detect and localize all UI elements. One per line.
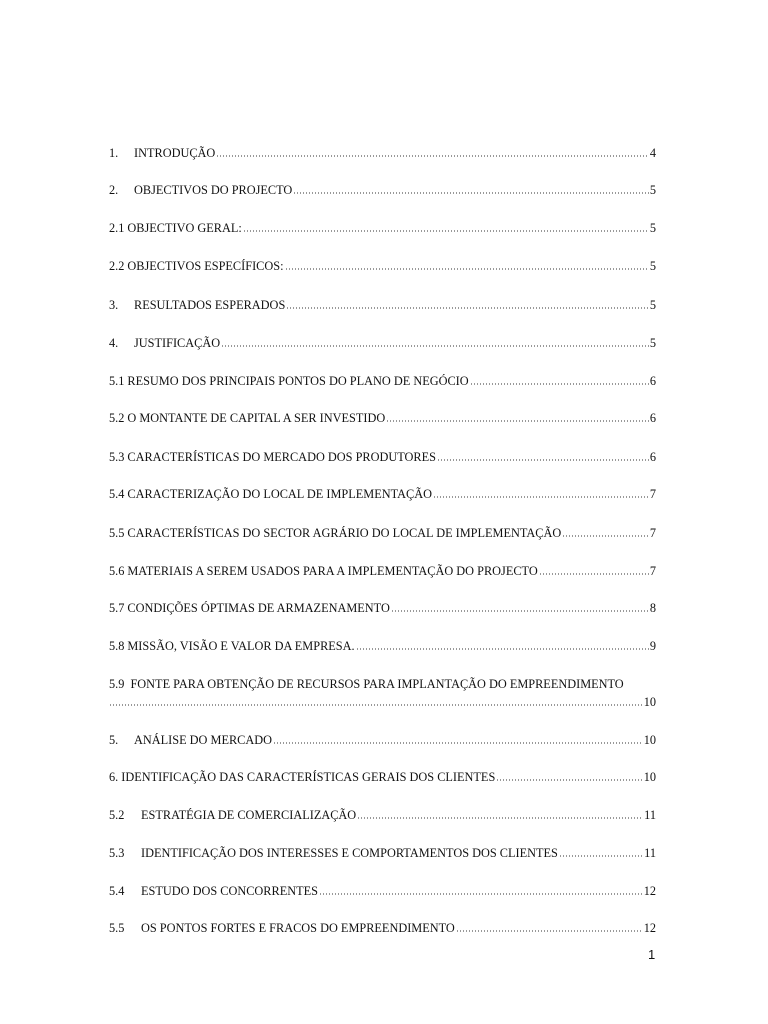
- toc-entry[interactable]: [109, 373, 656, 389]
- toc-entry[interactable]: [109, 486, 656, 502]
- toc-entry-page: 10: [643, 770, 656, 784]
- toc-entry-page: 6: [649, 374, 656, 388]
- toc-entry-number: 6.: [109, 770, 119, 784]
- toc-entry-number: 5.5: [109, 526, 125, 540]
- dot-leader: [293, 182, 649, 194]
- dot-leader: [319, 883, 643, 895]
- toc-entry[interactable]: [109, 732, 656, 748]
- toc-entry-page: 11: [644, 808, 656, 822]
- dot-leader: [286, 297, 649, 309]
- toc-entry[interactable]: [109, 563, 656, 579]
- toc-entry-title: ESTRATÉGIA DE COMERCIALIZAÇÃO: [141, 808, 357, 822]
- toc-entry-title: ESTUDO DOS CONCORRENTES: [141, 884, 318, 898]
- toc-entry-number: 4.: [109, 336, 119, 350]
- toc-entry[interactable]: [109, 845, 656, 861]
- toc-entry[interactable]: [109, 220, 656, 236]
- toc-entry-title: IDENTIFICAÇÃO DOS INTERESSES E COMPORTAMENTOS DOS CLIENTES: [141, 846, 558, 860]
- toc-entry-number: 2.2: [109, 259, 125, 273]
- toc-entry-page: 4: [649, 146, 656, 160]
- toc-entry[interactable]: [109, 600, 656, 616]
- toc-entry-number: 5.5: [109, 921, 125, 935]
- toc-entry-number: 2.1: [109, 221, 125, 235]
- toc-entry-page: 7: [649, 564, 656, 578]
- toc-entry-page: 6: [649, 411, 656, 425]
- dot-leader: [273, 732, 643, 744]
- dot-leader: [243, 220, 649, 232]
- toc-entry-number: 5.1: [109, 374, 125, 388]
- toc-entry-page: 10: [643, 695, 656, 709]
- toc-entry-page: 7: [649, 487, 656, 501]
- dot-leader: [437, 449, 649, 461]
- toc-entry-page: 5: [649, 336, 656, 350]
- toc-entry-title: CARACTERÍSTICAS DO SECTOR AGRÁRIO DO LOCAL DE IMPLEMENTAÇÃO: [127, 526, 562, 540]
- dot-leader: [391, 600, 649, 612]
- toc-entry-title: FONTE PARA OBTENÇÃO DE RECURSOS PARA IMPLANTAÇÃO DO EMPREENDIMENTO: [130, 677, 624, 691]
- toc-entry-page: 8: [649, 601, 656, 615]
- toc-entry[interactable]: [109, 297, 656, 313]
- toc-entry-page: 5: [649, 183, 656, 197]
- dot-leader: [562, 525, 649, 537]
- dot-leader: [433, 486, 649, 498]
- dot-leader: [539, 563, 649, 575]
- dot-leader: [357, 807, 643, 819]
- dot-leader: [456, 920, 643, 932]
- toc-entry-title: OBJECTIVO GERAL:: [127, 221, 242, 235]
- toc-entry-page: 11: [644, 846, 656, 860]
- toc-entry-title: RESUMO DOS PRINCIPAIS PONTOS DO PLANO DE NEGÓCIO: [127, 374, 469, 388]
- toc-entry-title: JUSTIFICAÇÃO: [134, 336, 221, 350]
- toc-entry-number: 5.3: [109, 450, 125, 464]
- toc-entry-title: CARACTERÍSTICAS DO MERCADO DOS PRODUTORES: [127, 450, 436, 464]
- dot-leader: [285, 258, 649, 270]
- toc-entry-page: 6: [649, 450, 656, 464]
- toc-entry-title: CARACTERIZAÇÃO DO LOCAL DE IMPLEMENTAÇÃO: [127, 487, 432, 501]
- toc-entry-page: 12: [643, 884, 656, 898]
- toc-entry-wrapped[interactable]: [109, 676, 656, 710]
- toc-entry[interactable]: [109, 449, 656, 465]
- toc-entry-number: 5.2: [109, 411, 125, 425]
- toc-entry-number: 5.6: [109, 564, 125, 578]
- toc-entry-title: ANÁLISE DO MERCADO: [134, 733, 272, 747]
- dot-leader: [386, 410, 649, 422]
- toc-entry-title: OS PONTOS FORTES E FRACOS DO EMPREENDIMENTO: [141, 921, 455, 935]
- toc-entry-page: 9: [649, 639, 656, 653]
- toc-entry-title: INTRODUÇÃO: [134, 146, 216, 160]
- dot-leader: [470, 373, 649, 385]
- toc-entry-title: RESULTADOS ESPERADOS: [134, 298, 286, 312]
- toc-entry-title: MATERIAIS A SEREM USADOS PARA A IMPLEMENTAÇÃO DO PROJECTO: [127, 564, 538, 578]
- toc-entry-title: MISSÃO, VISÃO E VALOR DA EMPRESA.: [127, 639, 355, 653]
- toc-entry[interactable]: [109, 335, 656, 351]
- dot-leader: [496, 769, 642, 781]
- toc-entry[interactable]: [109, 258, 656, 274]
- toc-entry-page: 10: [643, 733, 656, 747]
- toc-entry[interactable]: [109, 638, 656, 654]
- toc-entry[interactable]: [109, 769, 656, 785]
- toc-entry-number: 5.3: [109, 846, 125, 860]
- toc-entry-page: 5: [649, 298, 656, 312]
- toc-entry[interactable]: [109, 182, 656, 198]
- toc-entry-number: 5.7: [109, 601, 125, 615]
- dot-leader: [109, 694, 643, 706]
- toc-entry-page: 5: [649, 259, 656, 273]
- toc-entry-title: O MONTANTE DE CAPITAL A SER INVESTIDO: [127, 411, 386, 425]
- toc-entry[interactable]: [109, 920, 656, 936]
- toc-entry-title: CONDIÇÕES ÓPTIMAS DE ARMAZENAMENTO: [127, 601, 390, 615]
- toc-entry-page: 5: [649, 221, 656, 235]
- toc-entry[interactable]: [109, 807, 656, 823]
- toc-entry-number: 5.8: [109, 639, 125, 653]
- page-number: 1: [648, 947, 656, 962]
- toc-entry-number: 5.: [109, 733, 119, 747]
- toc-entry-title: IDENTIFICAÇÃO DAS CARACTERÍSTICAS GERAIS DOS CLIENTES: [121, 770, 496, 784]
- toc-entry-number: 5.4: [109, 884, 125, 898]
- toc-entry-title: OBJECTIVOS ESPECÍFICOS:: [127, 259, 284, 273]
- toc-entry[interactable]: [109, 525, 656, 541]
- dot-leader: [216, 145, 649, 157]
- toc-entry-number: 2.: [109, 183, 119, 197]
- toc-entry-title: OBJECTIVOS DO PROJECTO: [134, 183, 293, 197]
- toc-entry-page: 7: [649, 526, 656, 540]
- toc-entry-page: 12: [643, 921, 656, 935]
- toc-entry-number: 1.: [109, 146, 119, 160]
- toc-entry[interactable]: [109, 145, 656, 161]
- dot-leader: [559, 845, 643, 857]
- toc-entry[interactable]: [109, 410, 656, 426]
- dot-leader: [221, 335, 649, 347]
- dot-leader: [356, 638, 649, 650]
- toc-entry-number: 5.4: [109, 487, 125, 501]
- toc-entry-number: 3.: [109, 298, 119, 312]
- toc-entry[interactable]: [109, 883, 656, 899]
- toc-entry-number: 5.9: [109, 677, 125, 691]
- toc-entry-number: 5.2: [109, 808, 125, 822]
